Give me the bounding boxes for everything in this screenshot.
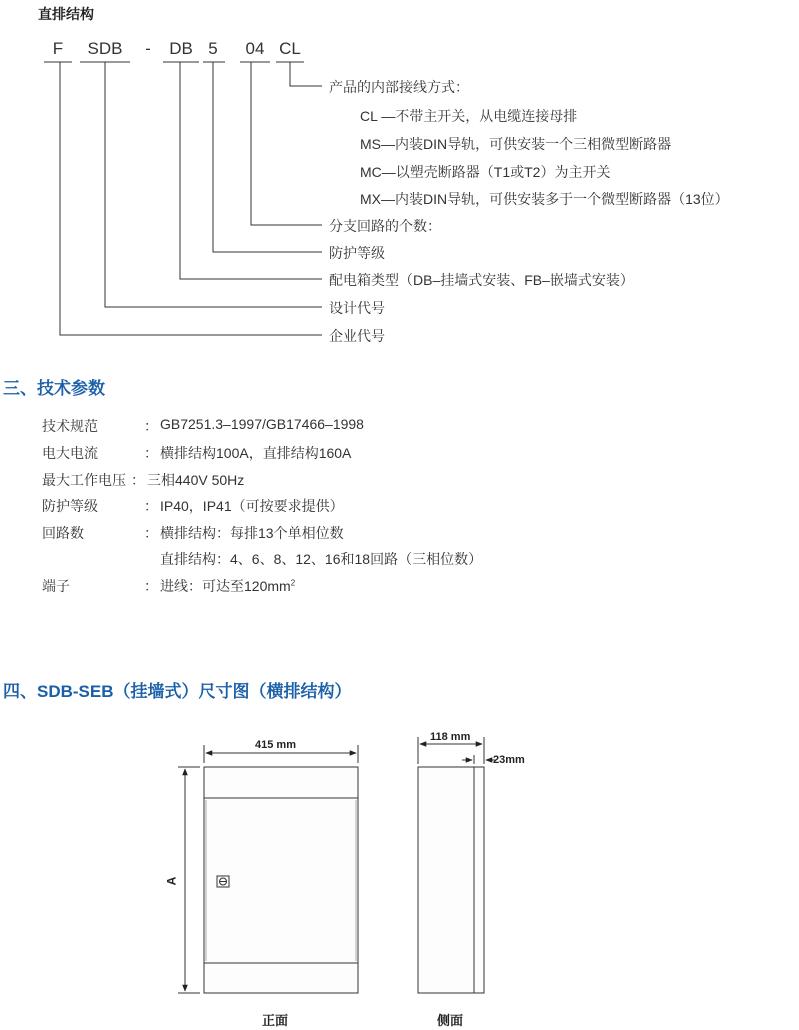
tech-value-current: 横排结构100A，直排结构160A	[160, 445, 352, 461]
tech-label-terminal: 端子	[42, 578, 70, 594]
superscript-2: 2	[290, 578, 296, 588]
structure-title: 直排结构	[38, 6, 94, 22]
tech-label-standard: 技术规范	[42, 418, 98, 434]
wiring-option-cl: CL —不带主开关，从电缆连接母排	[360, 108, 578, 124]
tech-value-standard: GB7251.3–1997/GB17466–1998	[160, 416, 364, 432]
tech-value-circuits-h: 横排结构：每排13个单相位数	[160, 525, 344, 541]
company-code-label: 企业代号	[329, 328, 385, 344]
protection-label: 防护等级	[329, 245, 385, 261]
code-part-sdb: SDB	[87, 39, 123, 58]
code-part-04: 04	[245, 39, 265, 58]
dimension-drawing	[0, 720, 799, 1030]
tech-label-protection: 防护等级	[42, 498, 98, 514]
tech-value-voltage: 三相440V 50Hz	[147, 472, 245, 488]
side-depth-label: 118 mm	[430, 731, 471, 743]
dims-heading: 四、SDB-SEB（挂墙式）尺寸图（横排结构）	[3, 682, 352, 701]
tech-value-circuits-v: 直排结构：4、6、8、12、16和18回路（三相位数）	[160, 551, 483, 567]
design-code-label: 设计代号	[329, 300, 385, 316]
side-lip-label: 23mm	[493, 754, 525, 766]
tech-label-voltage: 最大工作电压	[42, 472, 126, 488]
code-part-f: F	[52, 39, 64, 58]
box-type-label: 配电箱类型（DB–挂墙式安装、FB–嵌墙式安装）	[329, 272, 634, 288]
tech-label-current: 电大电流	[42, 445, 98, 461]
side-caption: 侧面	[437, 1013, 464, 1028]
branch-count-label: 分支回路的个数：	[329, 218, 441, 234]
wiring-option-mc: MC—以塑壳断路器（T1或T2）为主开关	[360, 164, 611, 180]
wiring-option-ms: MS—内装DIN导轨，可供安装一个三相微型断路器	[360, 136, 672, 152]
tech-sep: ：	[144, 445, 158, 461]
code-part-db: DB	[169, 39, 193, 58]
side-view	[418, 737, 496, 993]
tech-value-protection: IP40，IP41（可按要求提供）	[160, 498, 344, 514]
wiring-option-mx: MX—内装DIN导轨，可供安装多于一个微型断路器（13位）	[360, 191, 729, 207]
tech-sep: ：	[144, 525, 158, 541]
tech-heading: 三、技术参数	[3, 379, 105, 398]
wiring-label: 产品的内部接线方式：	[329, 79, 469, 95]
front-caption: 正面	[262, 1013, 289, 1028]
front-width-label: 415 mm	[255, 739, 296, 751]
tech-sep: ：	[131, 472, 145, 488]
front-height-label: A	[164, 876, 179, 886]
code-part-5: 5	[208, 39, 218, 58]
code-part-cl: CL	[279, 39, 301, 58]
tech-sep: ：	[144, 418, 158, 434]
code-part-dash: -	[145, 39, 151, 58]
tech-sep: ：	[144, 578, 158, 594]
front-view	[178, 745, 358, 993]
tech-label-circuits: 回路数	[42, 525, 84, 541]
tech-value-terminal: 进线：可达至$120mm^2$	[160, 578, 296, 594]
tech-sep: ：	[144, 498, 158, 514]
